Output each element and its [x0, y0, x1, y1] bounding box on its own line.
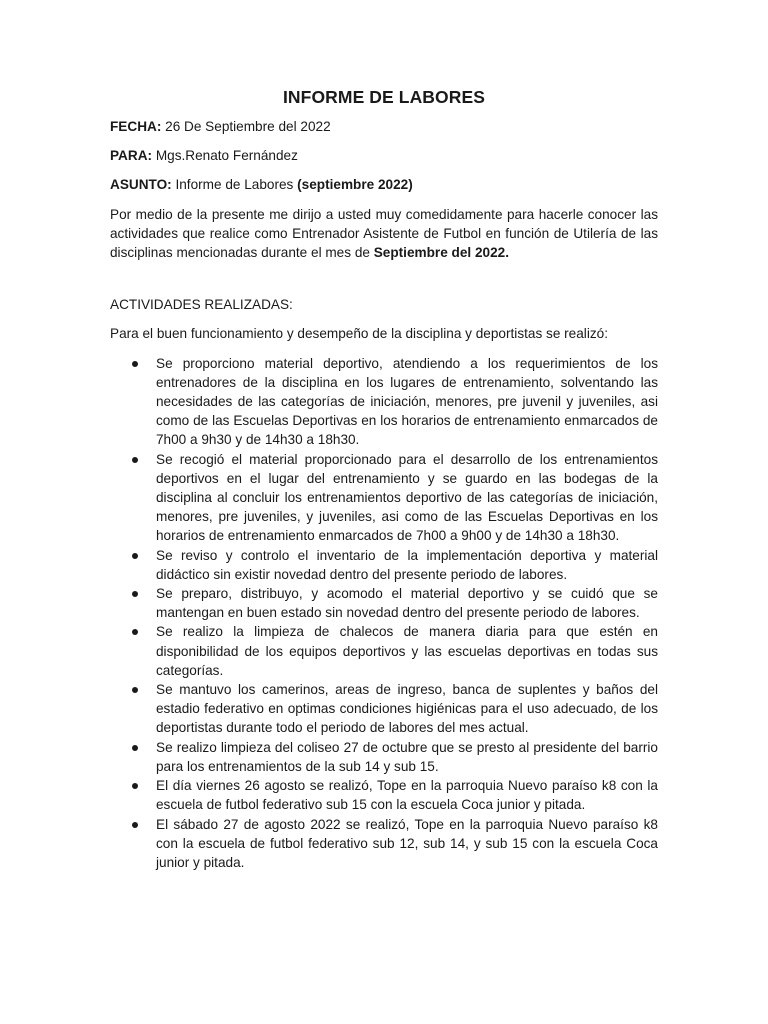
- para-line: [110, 146, 658, 165]
- bullet-icon: [132, 745, 138, 751]
- bullet-icon: [132, 822, 138, 828]
- bullet-icon: [132, 687, 138, 693]
- para-label: PARA:: [110, 148, 153, 164]
- fecha-label: FECHA:: [110, 119, 162, 134]
- list-item: [110, 450, 658, 546]
- list-item: [110, 680, 658, 738]
- bullet-icon: [132, 783, 138, 789]
- activity-text: Se realizo la limpieza de chalecos de manera diaria para que estén en disponibilidad de los equipos deportivos y las escuelas deportivas en todas sus categorías.: [156, 624, 658, 678]
- bullet-icon: [132, 553, 138, 559]
- intro-paragraph: [110, 205, 658, 263]
- activity-text: Se recogió el material proporcionado para el desarrollo de los entrenamientos deportivos en el lugar del entrenamiento y se guardo en las bodegas de la disciplina al concluir los entrenamientos deportivo de las categorías de iniciación, menores, pre juveniles, y juveniles, asi como de las Escuelas Deportivas en los horarios de entrenamiento enmarcados de 7h00 a 9h00 y de 14h30 a 18h30.: [156, 451, 658, 544]
- activity-text: Se realizo limpieza del coliseo 27 de octubre que se presto al presidente del barrio para los entrenamientos de la sub 14 y sub 15.: [156, 739, 658, 774]
- asunto-line: [110, 175, 658, 194]
- activity-text: Se proporciono material deportivo, atendiendo a los requerimientos de los entrenadores de la disciplina en los lugares de entrenamiento, solventando las necesidades de las categorías de iniciación, menores, pre juvenil y juveniles, asi como de las Escuelas Deportivas en los horarios de entrenamiento enmarcados de 7h00 a 9h30 y de 14h30 a 18h30.: [156, 355, 658, 448]
- intro-bold: Septiembre del 2022.: [373, 245, 509, 261]
- list-item: [110, 546, 658, 584]
- bullet-icon: [132, 457, 138, 463]
- asunto-value-bold: (septiembre 2022): [297, 177, 413, 193]
- list-item: [110, 584, 658, 622]
- list-item: [110, 815, 658, 873]
- document-title: INFORME DE LABORES: [282, 87, 486, 107]
- asunto-label: ASUNTO:: [110, 177, 172, 193]
- para-value: Mgs.Renato Fernández: [152, 148, 298, 164]
- intro-text: Por medio de la presente me dirijo a usted muy comedidamente para hacerle conocer las actividades que realice como Entrenador Asistente de Futbol en función de Utilería de las disciplinas mencionadas durante el mes de: [110, 206, 658, 261]
- fecha-line: [110, 117, 658, 136]
- list-item: [110, 776, 658, 814]
- bullet-icon: [132, 361, 138, 367]
- section-title: ACTIVIDADES REALIZADAS:: [110, 297, 293, 313]
- fecha-value: 26 De Septiembre del 2022: [161, 119, 331, 134]
- asunto-value: Informe de Labores: [171, 177, 298, 193]
- lead-paragraph: Para el buen funcionamiento y desempeño de la disciplina y deportistas se realizó:: [110, 326, 608, 342]
- activity-text: Se mantuvo los camerinos, areas de ingreso, banca de suplentes y baños del estadio federativo en optimas condiciones higiénicas para el uso adecuado, de los deportistas durante todo el periodo de labores del mes actual.: [156, 682, 658, 736]
- bullet-icon: [132, 629, 138, 635]
- activity-text: Se preparo, distribuyo, y acomodo el material deportivo y se cuidó que se mantengan en buen estado sin novedad dentro del presente periodo de labores.: [156, 586, 658, 621]
- list-item: [110, 738, 658, 776]
- bullet-icon: [132, 591, 138, 597]
- list-item: [110, 354, 658, 450]
- activity-text: Se reviso y controlo el inventario de la implementación deportiva y material didáctico sin existir novedad dentro del presente periodo de labores.: [156, 547, 658, 582]
- activities-list: [110, 354, 658, 872]
- list-item: [110, 622, 658, 680]
- activity-text: El sábado 27 de agosto 2022 se realizó, Tope en la parroquia Nuevo paraíso k8 con la escuela de futbol federativo sub 12, sub 14, y sub 15 con la escuela Coca junior y pitada.: [156, 816, 658, 870]
- activity-text: El día viernes 26 agosto se realizó, Tope en la parroquia Nuevo paraíso k8 con la escuela de futbol federativo sub 15 con la escuela Coca junior y pitada.: [156, 778, 658, 813]
